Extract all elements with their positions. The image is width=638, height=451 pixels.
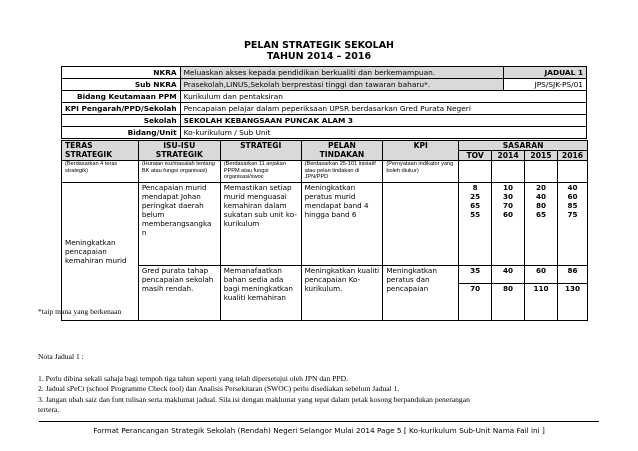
subheader-empty (492, 161, 525, 183)
header-sasaran: SASARAN (459, 141, 588, 151)
notes-title: Nota Jadual 1 : (38, 352, 84, 361)
info-table (61, 66, 587, 139)
subheader-teras: (Berdasarkan 4 teras strategik) (62, 161, 139, 183)
info-label: Sekolah (62, 115, 181, 127)
cell-tov: 35 (459, 266, 492, 284)
info-row-kpi (62, 103, 587, 115)
header-kpi: KPI (383, 141, 459, 161)
subheader-isu: (Huraian isu/masalah tentang BK atau fungsi organisasi) (138, 161, 220, 183)
cell-tov: 8 25 65 55 (459, 183, 492, 266)
cell-2016: 86 (557, 266, 587, 284)
header-isu: ISU-ISU STRATEGIK (138, 141, 220, 161)
cell-2014: 40 (492, 266, 525, 284)
info-value: Meluaskan akses kepada pendidikan berkualiti dan berkemampuan. (180, 67, 503, 79)
strategy-table (61, 140, 588, 321)
note-item: 1. Perlu dibina sekali sahaja bagi tempoh tiga tahun seperti yang telah dipersetujui oleh JPN dan PPD. (38, 374, 349, 383)
header-pelan: PELAN TINDAKAN (301, 141, 383, 161)
cell-pelan: Meningkatkan kualiti pencapaian Ko-kurikulum. (301, 266, 383, 321)
header-2015: 2015 (525, 151, 558, 161)
cell-2014: 10 30 70 60 (492, 183, 525, 266)
info-row-bidang (62, 91, 587, 103)
note-item: 3. Jangan ubah saiz dan font tulisan serta maklumat jadual. Sila isi dengan maklumat yang tepat dalam petak kosong berpandukan penerangan (38, 395, 470, 404)
header-teras: TERAS STRATEGIK (62, 141, 139, 161)
document-subtitle: TAHUN 2014 – 2016 (266, 51, 372, 62)
table-number: JADUAL 1 (504, 67, 587, 79)
note-item: 2. Jadual sPeCt (school Programme Check tool) dan Analisis Persekitaran (SWOC) perlu disediakan sebelum Jadual 1. (38, 384, 400, 393)
cell-pelan: Meningkatkan peratus murid mendapat band 4 hingga band 6 (301, 183, 383, 266)
cell-2016: 130 (557, 284, 587, 321)
cell-2015: 60 (525, 266, 558, 284)
info-label: NKRA (62, 67, 181, 79)
subheader-kpi: (Pernyataan indikator yang boleh diukur) (383, 161, 459, 183)
info-value: Pencapaian pelajar dalam peperiksaan UPSR berdasarkan Gred Purata Negeri (180, 103, 586, 115)
info-label: Bidang Keutamaan PPM (62, 91, 181, 103)
header-2016: 2016 (557, 151, 587, 161)
cell-2015: 20 40 80 65 (525, 183, 558, 266)
info-row-sub-nkra (62, 79, 587, 91)
document-title: PELAN STRATEGIK SEKOLAH (243, 40, 395, 51)
header-row (62, 141, 588, 151)
cell-strategi: Memastikan setiap murid menguasai kemahiran dalam sukatan sub unit ko-kurikulum (220, 183, 301, 266)
table-row (62, 183, 588, 266)
header-tov: TOV (459, 151, 492, 161)
form-code: JPS/SJK-PS/01 (504, 79, 587, 91)
info-value: Ko-kurikulum / Sub Unit (180, 127, 586, 139)
cell-strategi: Memanafaatkan bahan sedia ada bagi meningkatkan kualiti kemahiran (220, 266, 301, 321)
cell-isu: Pencapaian murid mendapat Johan peringkat daerah belum memberangsangka n (138, 183, 220, 266)
cell-teras: Meningkatkan pencapaian kemahiran murid (62, 183, 139, 321)
page-footer: Format Perancangan Strategik Sekolah (Rendah) Negeri Selangor Mulai 2014 Page 5 [ Ko-kurikulum Sub-Unit Nama Fail ini ] (93, 426, 545, 435)
subheader-empty (459, 161, 492, 183)
info-value: Kurikulum dan pentaksiran (180, 91, 586, 103)
note-item: tertera. (38, 405, 60, 414)
info-value: Prasekolah,LINUS,Sekolah berprestasi tinggi dan tawaran baharu*. (180, 79, 503, 91)
info-row-sekolah (62, 115, 587, 127)
cell-tov: 70 (459, 284, 492, 321)
cell-kpi (383, 183, 459, 266)
cell-2015: 110 (525, 284, 558, 321)
subheader-row (62, 161, 588, 183)
info-label: KPI Pengarah/PPD/Sekolah (62, 103, 181, 115)
info-row-nkra (62, 67, 587, 79)
subheader-empty (525, 161, 558, 183)
cell-kpi: Meningkatkan peratus dan pencapaian (383, 266, 459, 321)
info-row-unit (62, 127, 587, 139)
subheader-empty (557, 161, 587, 183)
asterisk-note: *taip mana yang berkenaan (38, 307, 122, 316)
info-label: Sub NKRA (62, 79, 181, 91)
header-2014: 2014 (492, 151, 525, 161)
info-label: Bidang/Unit (62, 127, 181, 139)
cell-2016: 40 60 85 75 (557, 183, 587, 266)
header-strategi: STRATEGI (220, 141, 301, 161)
cell-2014: 80 (492, 284, 525, 321)
table-row (62, 266, 588, 284)
info-value: SEKOLAH KEBANGSAAN PUNCAK ALAM 3 (180, 115, 586, 127)
cell-isu: Gred purata tahap pencapaian sekolah masih rendah. (138, 266, 220, 321)
subheader-strategi: (Berdasarkan 11 anjakan PPPM atau fungsi organisasi/swoc (220, 161, 301, 183)
subheader-pelan: (Berdasarkan 25-101 inisiatif atau pelan tindakan di JPN/PPD (301, 161, 383, 183)
footer-divider (39, 421, 599, 422)
